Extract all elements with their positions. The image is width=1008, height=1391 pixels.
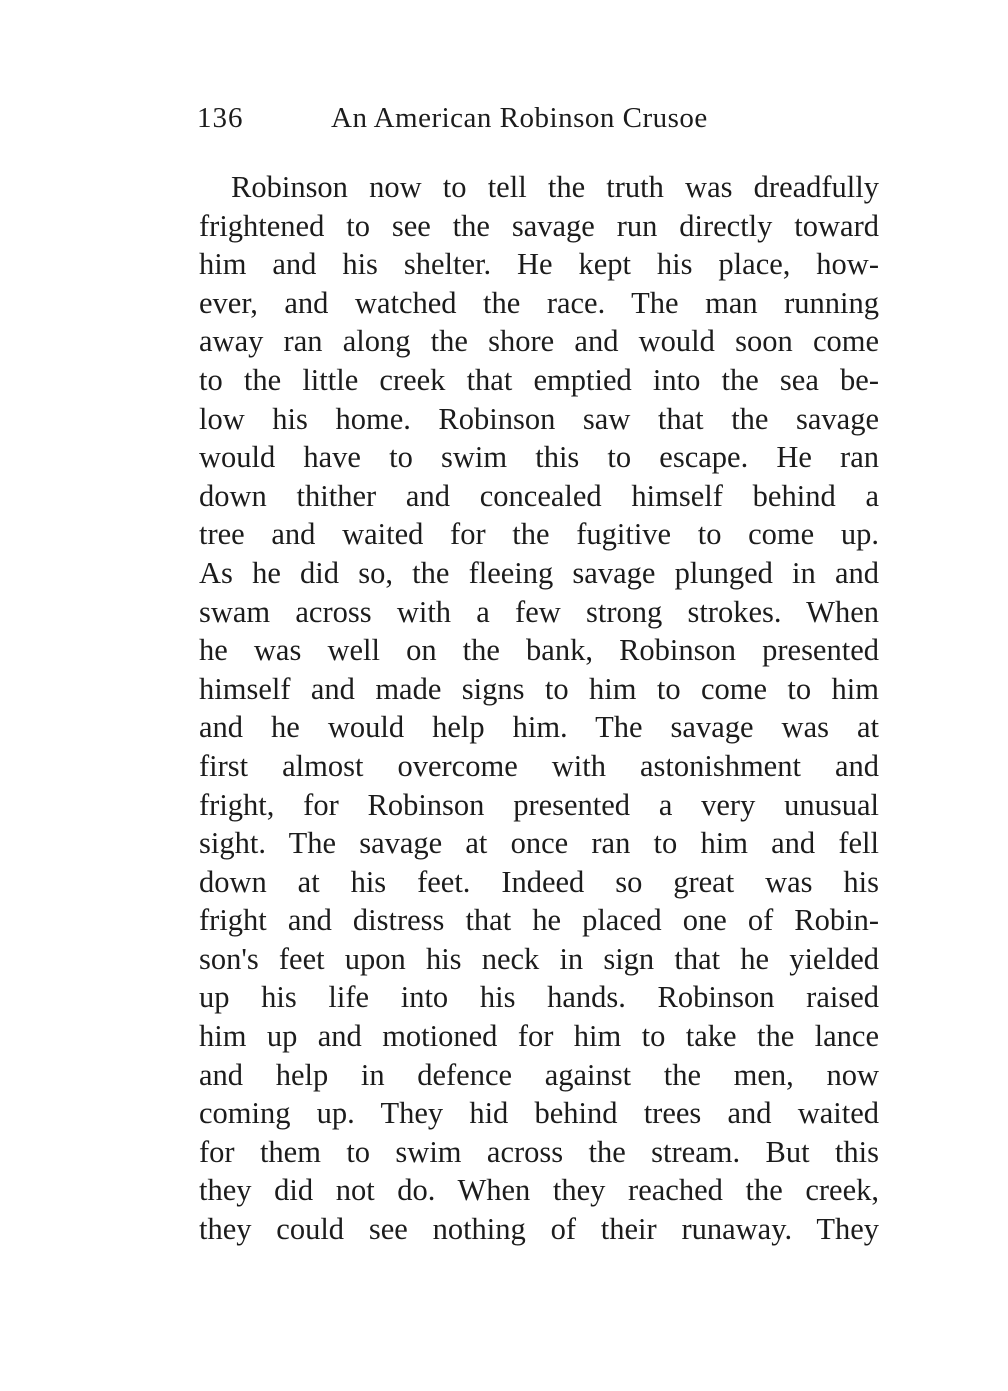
- text-line: they could see nothing of their runaway. They: [199, 1212, 879, 1247]
- text-line: and he would help him. The savage was at: [199, 710, 879, 745]
- page-number: 136: [197, 102, 244, 134]
- text-line: away ran along the shore and would soon come: [199, 324, 879, 359]
- text-line: first almost overcome with astonishment and: [199, 748, 879, 783]
- text-line: for them to swim across the stream. But this: [199, 1134, 879, 1169]
- text-line: fright and distress that he placed one of Robin-: [199, 903, 879, 938]
- text-line: ever, and watched the race. The man running: [199, 285, 879, 320]
- text-line: him up and motioned for him to take the lance: [199, 1019, 879, 1054]
- text-line: would have to swim this to escape. He ran: [199, 440, 879, 475]
- text-line: sight. The savage at once ran to him and fell: [199, 826, 879, 861]
- text-line: down at his feet. Indeed so great was his: [199, 864, 879, 899]
- body-text: [199, 168, 879, 1249]
- text-line: fright, for Robinson presented a very unusual: [199, 787, 879, 822]
- text-line: and help in defence against the men, now: [199, 1057, 879, 1092]
- text-line: he was well on the bank, Robinson presented: [199, 633, 879, 668]
- text-line: low his home. Robinson saw that the savage: [199, 401, 879, 436]
- text-line: tree and waited for the fugitive to come up.: [199, 517, 879, 552]
- text-line: As he did so, the fleeing savage plunged in and: [199, 555, 879, 590]
- running-title: An American Robinson Crusoe: [331, 102, 708, 134]
- text-line: up his life into his hands. Robinson raised: [199, 980, 879, 1015]
- text-line: him and his shelter. He kept his place, how-: [199, 247, 879, 282]
- running-head: [197, 98, 797, 138]
- text-line: coming up. They hid behind trees and waited: [199, 1096, 879, 1131]
- text-line: down thither and concealed himself behind a: [199, 478, 879, 513]
- text-line: frightened to see the savage run directly toward: [199, 208, 879, 243]
- text-line: they did not do. When they reached the creek,: [199, 1173, 879, 1208]
- text-line: to the little creek that emptied into the sea be-: [199, 362, 879, 397]
- text-line: son's feet upon his neck in sign that he yielded: [199, 941, 879, 976]
- text-line: Robinson now to tell the truth was dreadfully: [231, 170, 879, 204]
- text-line: swam across with a few strong strokes. When: [199, 594, 879, 629]
- text-line: himself and made signs to him to come to him: [199, 671, 879, 706]
